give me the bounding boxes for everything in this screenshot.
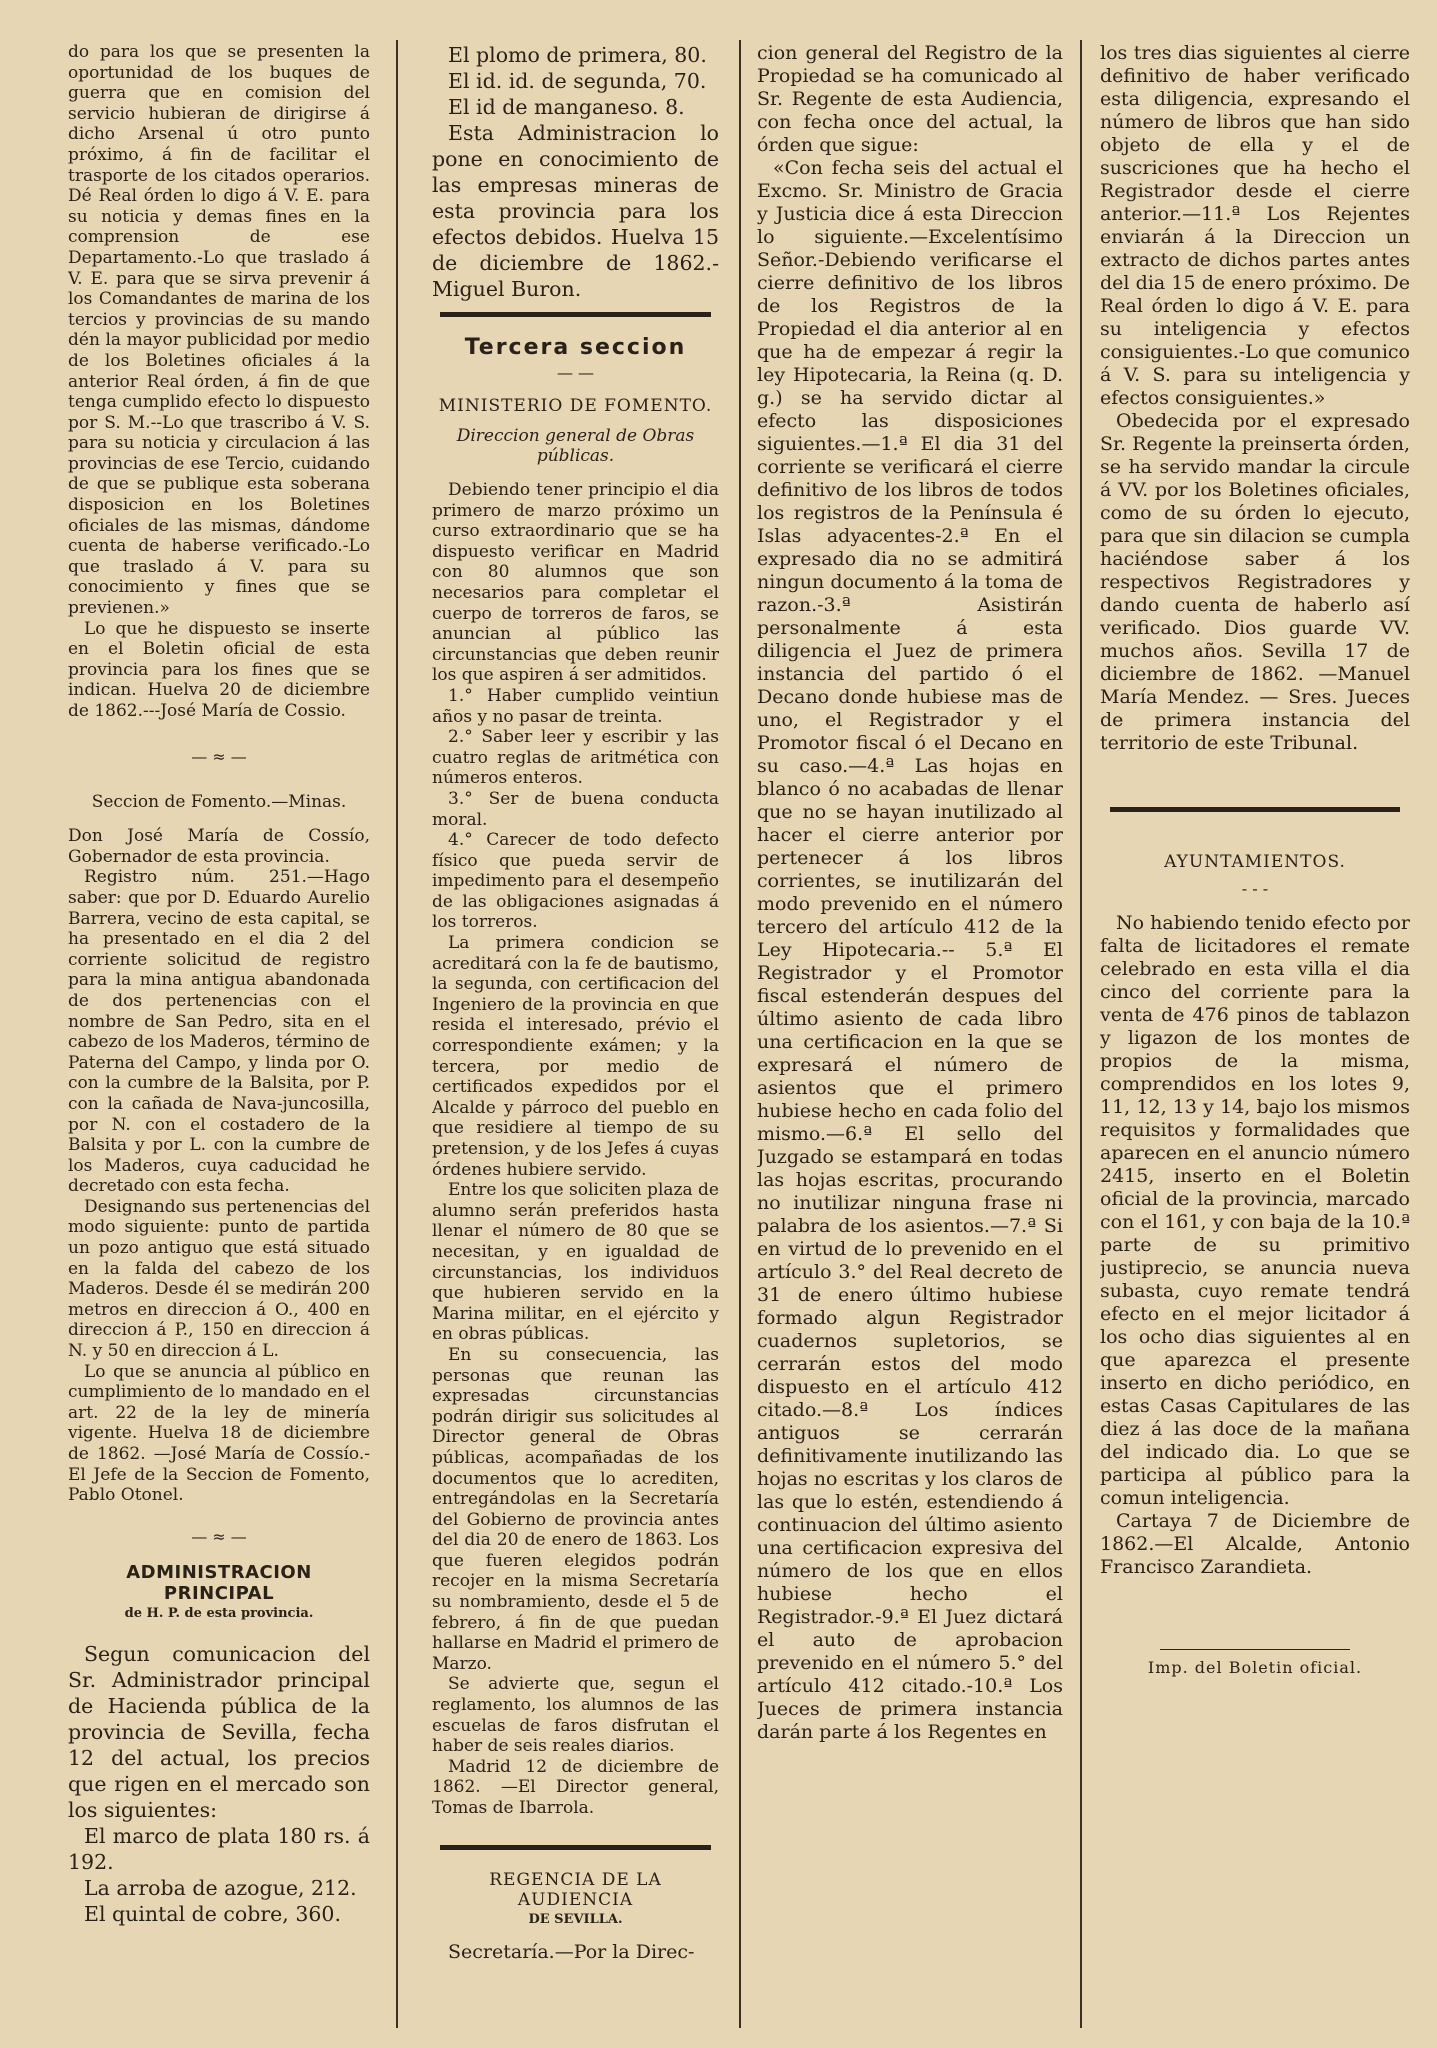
salary-paragraph: Se advierte que, segun el reglamento, los alumnos de las escuelas de faros disfrutan el haber de seis reales diarios.: [432, 1674, 719, 1757]
column-rule: [396, 40, 398, 2028]
price-silver: El marco de plata 180 rs. á 192.: [68, 1823, 370, 1874]
divider: — ≈ —: [191, 1526, 247, 1546]
section-heading-fomento: Seccion de Fomento.—Minas.: [91, 791, 347, 812]
requirement-1: 1.° Haber cumplido veintiun años y no pasar de treinta.: [432, 685, 719, 727]
regente-circular: Obedecida por el expresado Sr. Regente la preinserta órden, se ha servido mandar la circule á VV. por los Boletines oficiales, como de su órden lo ejecuto, para que sin dilacion se cumpla haciéndose saber á los respectivos Registradores y dando cuenta de haberlo así verificado. Dios guarde VV. muchos años. Sevilla 17 de diciembre de 1862. —Manuel María Mendez. — Sres. Jueces de primera instancia del territorio de este Tribunal.: [1100, 410, 1410, 754]
section-bar: [1110, 807, 1400, 812]
price-mercury: La arroba de azogue, 212.: [84, 1875, 357, 1900]
admin-text: Segun comunicacion del Sr. Administrador principal de Hacienda pública de la provincia de Sevilla, fecha 12 del actual, los precios que rigen en el mercado son los siguientes:: [68, 1641, 370, 1822]
column-2: [432, 0, 719, 2048]
price-manganese: El id de manganeso. 8.: [448, 95, 685, 119]
column-1: [68, 0, 370, 2048]
registro-notice: Registro núm. 251.—Hago saber: que por D. Eduardo Aurelio Barrera, vecino de esta capital, se ha presentado en el dia 2 del corriente solicitud de registro para la mina antigua abandonada de dos pertenencias con el nombre de San Pedro, sita en el cabezo de los Maderos, término de Paterna del Campo, y linda por O. con la cumbre de la Balsita, por P. con la cañada de Nava-juncosilla, por N. con el costadero de la Balsita y por L. con la cumbre de los Maderos, cuya caducidad he decretado con esta fecha.: [68, 867, 370, 1197]
section-bar: [440, 1845, 711, 1850]
registry-order-text: «Con fecha seis del actual el Excmo. Sr. Ministro de Gracia y Justicia dice á esta Direccion lo siguiente.—Excelentísimo Señor.-Debiendo verificarse el cierre definitivo de los libros de los Registros de la Propiedad el dia anterior al en que ha de empezar á regir la ley Hipotecaria, la Reina (q. D. g.) se ha servido dictar al efecto las disposiciones siguientes.—1.ª El dia 31 del corriente se verificará el cierre definitivo de los libros de todos los registros de la Península é Islas adyacentes-2.ª En el expresado dia no se admitirá ningun documento á la toma de razon.-3.ª Asistirán personalmente á esta diligencia el Juez de primera instancia del partido ó el Decano donde hubiese mas de uno, el Registrador y el Promotor fiscal ó el Decano en su caso.—4.ª Las hojas en blanco ó no acabadas de llenar que no se hayan inutilizado al hacer el cierre anterior por pertenecer á los libros corrientes, se inutilizarán del modo prevenido en el número tercero del artículo 412 de la Ley Hipotecaria.-- 5.ª El Registrador y el Promotor fiscal estenderán despues del último asiento de cada libro una certificacion en la que se expresará el número de asientos que el primero hubiese hecho en cada folio del mismo.—6.ª El sello del Juzgado se estampará en todas las hojas escritas, procurando no inutilizar ninguna frase ni palabra de los asientos.—7.ª Si en virtud de lo prevenido en el artículo 3.° del Real decreto de 31 de enero último hubiese formado algun Registrador cuadernos supletorios, se cerrarán estos del modo dispuesto en el artículo 412 citado.—8.ª Los índices antiguos se cerrarán definitivamente inutilizando las hojas no escritas y los claros de las que lo estén, estendiendo á continuacion del último asiento una certificacion expresiva del número de los que en ellos hubiese hecho el Registrador.-9.ª El Juez dictará el auto de aprobacion prevenido en el número 5.° del artículo 412 citado.-10.ª Los Jueces de primera instancia darán parte á los Regentes en: [757, 157, 1063, 1743]
direccion-heading: Direccion general de Obras públicas.: [456, 426, 695, 466]
section-bar: [440, 312, 711, 317]
faros-paragraph: Debiendo tener principio el dia primero de marzo próximo un curso extraordinario que se ha dispuesto verificar en Madrid con 80 alumnos que son necesarios para completar el cuerpo de torreros de faros, se anuncian al público las circunstancias que deben reunir los que aspiren á ser admitidos.: [432, 480, 719, 686]
column-3: [757, 0, 1063, 2048]
ayuntamiento-notice: No habiendo tenido efecto por falta de licitadores el remate celebrado en esta villa el dia cinco del corriente para la venta de 476 pinos de tablazon y ligazon de los montes de propios de la misma, comprendidos en los lotes 9, 11, 12, 13 y 14, bajo los mismos requisitos y formalidades que aparecen en el anuncio número 2415, inserto en el Boletin oficial de la provincia, marcado con el 161, y con baja de la 10.ª parte de su primitivo justiprecio, se anuncia nueva subasta, cuyo remate tendrá efecto en el mejor licitador á los ocho dias siguientes al en que aparezca el presente inserto en dicho periódico, en estas Casas Capitulares de las diez á las doce de la mañana del indicado dia. Lo que se participa al público para la comun inteligencia.: [1100, 912, 1410, 1509]
divider: — —: [556, 363, 595, 382]
imprenta-credit: Imp. del Boletin oficial.: [1147, 1658, 1363, 1677]
requirement-4: 4.° Carecer de todo defecto físico que pueda servir de impedimento para el desempeño de las obligaciones asignadas á los torreros.: [432, 830, 719, 933]
cartaya-signature: Cartaya 7 de Diciembre de 1862.—El Alcalde, Antonio Francisco Zarandieta.: [1100, 1510, 1410, 1578]
price-lead-first: El plomo de primera, 80.: [448, 43, 707, 67]
rule: [1160, 1649, 1350, 1650]
requirement-3: 3.° Ser de buena conducta moral.: [432, 788, 719, 830]
column-4: [1100, 0, 1410, 2048]
continued-paragraph: do para los que se presenten la oportunidad de los buques de guerra que en comision del servicio hubieran de dirigirse á dicho Arsenal ú otro punto próximo, á fin de facilitar el trasporte de los citados operarios. Dé Real órden lo digo á V. E. para su noticia y demas fines en la comprension de ese Departamento.-Lo que traslado á V. E. para que se sirva prevenir á los Comandantes de marina de los tercios y provincias de su mando dén la mayor publicidad por medio de los Boletines oficiales á la anterior Real órden, á fin de que tenga cumplido efecto lo dispuesto por S. M.--Lo que trascribo á V. S. para su noticia y circulacion á las provincias de ese Tercio, cuidando de que se publique esta soberana disposicion en los Boletines oficiales de las mismas, dándome cuenta de haberse verificado.-Lo que traslado á V. para su conocimiento y fines que se previenen.»: [68, 42, 370, 619]
madrid-signature: Madrid 12 de diciembre de 1862. —El Director general, Tomas de Ibarrola.: [432, 1756, 719, 1818]
price-copper: El quintal de cobre, 360.: [84, 1901, 341, 1926]
designando-paragraph: Designando sus pertenencias del modo siguiente: punto de partida un pozo antiguo que está situado en la falda del cabezo de los Maderos. Desde él se medirán 200 metros en direccion á O., 400 en direccion á P., 150 en direccion á N. y 50 en direccion á L.: [68, 1196, 370, 1362]
admin-subheading: de H. P. de esta provincia.: [124, 1605, 314, 1621]
application-paragraph: En su consecuencia, las personas que reunan las expresadas circunstancias podrán dirigir sus solicitudes al Director general de Obras públicas, acompañadas de los documentos que lo acrediten, entregándolas en la Secretaría del Gobierno de provincia antes del dia 20 de enero de 1863. Los que fueren elegidos podrán recojer en la misma Secretaría su nombramiento, desde el 5 de febrero, á fin de que puedan hallarse en Madrid el primero de Marzo.: [432, 1344, 719, 1674]
tercera-seccion-title: Tercera seccion: [464, 335, 687, 360]
ministerio-heading: MINISTERIO DE FOMENTO.: [438, 396, 713, 416]
divider: — ≈ —: [191, 746, 247, 766]
regencia-subheading: DE SEVILLA.: [528, 1911, 623, 1927]
regencia-heading: REGENCIA DE LA AUDIENCIA: [489, 1869, 662, 1910]
anuncia-paragraph: Lo que se anuncia al público en cumplimiento de lo mandado en el art. 22 de la ley de minería vigente. Huelva 18 de diciembre de 1862. —José María de Cossío.-El Jefe de la Seccion de Fomento, Pablo Otonel.: [68, 1361, 370, 1506]
divider: - - -: [1241, 879, 1269, 898]
regencia-continued: cion general del Registro de la Propiedad se ha comunicado al Sr. Regente de esta Audiencia, con fecha once del actual, la órden que sigue:: [757, 42, 1063, 156]
conditions-paragraph: La primera condicion se acreditará con la fe de bautismo, la segunda, con certificacion del Ingeniero de la provincia en que resida el interesado, prévio el correspondiente exámen; y la tercera, por medio de certificados expedidos por el Alcalde y párroco del pueblo en que residiere al tiempo de su pretension, y de los Jefes á cuyas órdenes hubiere servido.: [432, 933, 719, 1180]
column-rule: [1080, 40, 1082, 2028]
governor-title: Don José María de Cossío, Gobernador de esta provincia.: [68, 826, 370, 867]
secretaria-start: Secretaría.—Por la Direc-: [448, 1940, 695, 1963]
registry-order-continued: los tres dias siguientes al cierre definitivo de haber verificado esta diligencia, expresando el número de libros que han sido objeto de ella y el de suscriciones que ha hecho el Registrador desde el cierre anterior.—11.ª Los Rejentes enviarán á la Direccion un extracto de dichos partes antes del dia 15 de enero próximo. De Real órden lo digo á V. E. para su inteligencia y efectos consiguientes.-Lo que comunico á V. S. para su inteligencia y efectos consiguientes.»: [1100, 42, 1410, 409]
admin-heading: ADMINISTRACION PRINCIPAL: [126, 1561, 312, 1604]
insert-notice: Lo que he dispuesto se inserte en el Boletin oficial de esta provincia para los fines que se indican. Huelva 20 de diciembre de 1862.---José María de Cossio.: [68, 618, 370, 721]
column-rule: [739, 40, 741, 2028]
preference-paragraph: Entre los que soliciten plaza de alumno serán preferidos hasta llenar el número de 80 que se necesitan, y en igualdad de circunstancias, los individuos que hubieren servido en la Marina militar, en el ejército y en obras públicas.: [432, 1180, 719, 1345]
admin-closing: Esta Administracion lo pone en conocimiento de las empresas mineras de esta provincia para los efectos debidos. Huelva 15 de diciembre de 1862.-Miguel Buron.: [432, 121, 719, 301]
price-lead-second: El id. id. de segunda, 70.: [448, 69, 707, 93]
ayuntamientos-heading: AYUNTAMIENTOS.: [1164, 852, 1346, 872]
requirement-2: 2.° Saber leer y escribir y las cuatro reglas de aritmética con números enteros.: [432, 727, 719, 789]
